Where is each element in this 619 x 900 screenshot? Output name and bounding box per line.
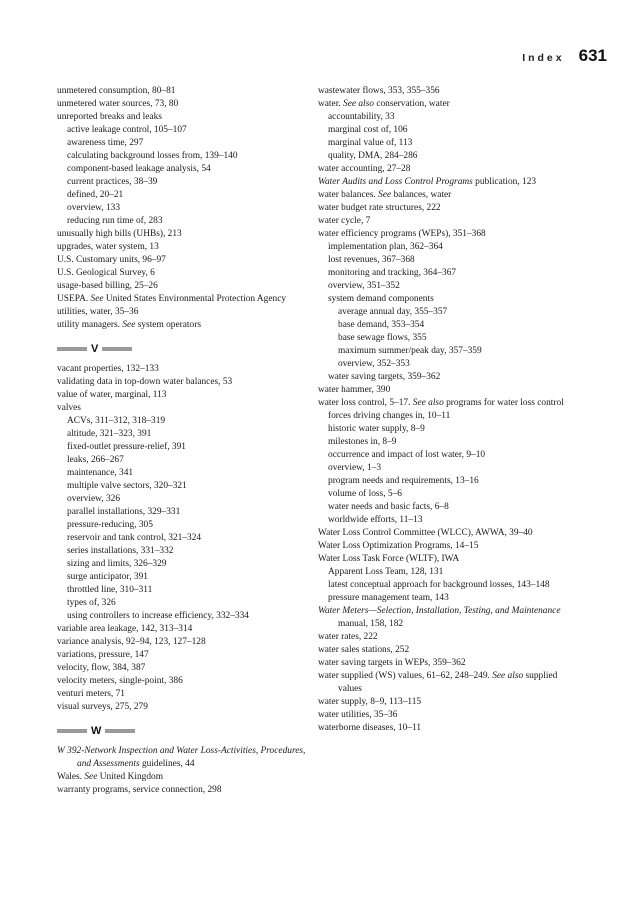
index-subentry: using controllers to increase efficiency, 332–334 <box>67 611 249 621</box>
index-entry: water. See also conservation, water <box>318 99 450 109</box>
index-column-right <box>318 85 580 735</box>
index-subentry: monitoring and tracking, 364–367 <box>328 268 457 278</box>
index-entry: Water Loss Optimization Programs, 14–15 <box>318 541 479 551</box>
index-subentry: marginal value of, 113 <box>328 138 413 148</box>
index-entry: validating data in top-down water balances, 53 <box>57 377 233 387</box>
index-entry: water rates, 222 <box>318 632 378 642</box>
section-letter-label: V <box>91 342 99 355</box>
index-subentry: system demand components <box>328 294 434 304</box>
index-subentry: leaks, 266–267 <box>67 455 124 465</box>
index-subentry: component-based leakage analysis, 54 <box>67 164 211 174</box>
section-rule <box>57 729 87 733</box>
index-entry: water efficiency programs (WEPs), 351–368 <box>318 229 486 239</box>
index-subentry: volume of loss, 5–6 <box>328 489 402 499</box>
index-subentry: types of, 326 <box>67 598 116 608</box>
index-subentry: awareness time, 297 <box>67 138 144 148</box>
index-column-left <box>57 85 319 797</box>
index-subentry: defined, 20–21 <box>67 190 124 200</box>
index-entry: upgrades, water system, 13 <box>57 242 159 252</box>
running-title: Index <box>522 52 565 64</box>
index-subentry: parallel installations, 329–331 <box>67 507 181 517</box>
index-entry: U.S. Geological Survey, 6 <box>57 268 155 278</box>
index-subentry: occurrence and impact of lost water, 9–10 <box>328 450 486 460</box>
index-subentry: calculating background losses from, 139–140 <box>67 151 238 161</box>
index-entry: visual surveys, 275, 279 <box>57 702 148 712</box>
index-entry: unmetered water sources, 73, 80 <box>57 99 179 109</box>
index-subentry: overview, 351–352 <box>328 281 400 291</box>
index-subentry: altitude, 321–323, 391 <box>67 429 152 439</box>
index-subentry: overview, 1–3 <box>328 463 382 473</box>
index-subentry: base demand, 353–354 <box>338 320 425 330</box>
index-subentry: lost revenues, 367–368 <box>328 255 415 265</box>
index-subentry: active leakage control, 105–107 <box>67 125 187 135</box>
index-subentry: fixed-outlet pressure-relief, 391 <box>67 442 186 452</box>
index-subentry: ACVs, 311–312, 318–319 <box>67 416 166 426</box>
index-entry: Wales. See United Kingdom <box>57 772 163 782</box>
index-subentry: surge anticipator, 391 <box>67 572 148 582</box>
index-entry: unusually high bills (UHBs), 213 <box>57 229 182 239</box>
index-subentry: multiple valve sectors, 320–321 <box>67 481 187 491</box>
index-subentry: latest conceptual approach for background losses, 143–148 <box>328 580 550 590</box>
index-entry: Water Loss Task Force (WLTF), IWA <box>318 554 460 564</box>
index-subentry: maintenance, 341 <box>67 468 134 478</box>
index-subentry: base sewage flows, 355 <box>338 333 427 343</box>
index-entry: water saving targets in WEPs, 359–362 <box>318 658 466 668</box>
index-entry: valves <box>57 403 81 413</box>
index-subentry: maximum summer/peak day, 357–359 <box>338 346 482 356</box>
index-entry: venturi meters, 71 <box>57 689 125 699</box>
index-subentry: throttled line, 310–311 <box>67 585 153 595</box>
index-entry: water sales stations, 252 <box>318 645 410 655</box>
section-letter-w <box>57 724 319 737</box>
index-entry: variable area leakage, 142, 313–314 <box>57 624 193 634</box>
index-subentry: current practices, 38–39 <box>67 177 158 187</box>
index-entry: water accounting, 27–28 <box>318 164 411 174</box>
index-entry: water supply, 8–9, 113–115 <box>318 697 422 707</box>
page-header <box>522 46 607 68</box>
index-subentry: worldwide efforts, 11–13 <box>328 515 423 525</box>
index-entry: utility managers. See system operators <box>57 320 201 330</box>
index-subentry: reservoir and tank control, 321–324 <box>67 533 202 543</box>
section-rule <box>105 729 135 733</box>
index-subentry: implementation plan, 362–364 <box>328 242 443 252</box>
index-entry: water loss control, 5–17. See also programs for water loss control <box>318 398 564 408</box>
index-subentry: marginal cost of, 106 <box>328 125 408 135</box>
index-entry: velocity meters, single-point, 386 <box>57 676 183 686</box>
section-rule <box>102 347 132 351</box>
index-subentry: water saving targets, 359–362 <box>328 372 441 382</box>
index-entry: utilities, water, 35–36 <box>57 307 139 317</box>
section-rule <box>57 347 87 351</box>
index-subentry: water needs and basic facts, 6–8 <box>328 502 449 512</box>
index-entry: warranty programs, service connection, 298 <box>57 785 222 795</box>
index-subentry: reducing run time of, 283 <box>67 216 163 226</box>
index-entry: water cycle, 7 <box>318 216 371 226</box>
index-subentry: series installations, 331–332 <box>67 546 174 556</box>
index-subentry: accountability, 33 <box>328 112 395 122</box>
index-entry: W 392-Network Inspection and Water Loss-Activities, Procedures, and Assessments guidelines, 44 <box>57 746 306 769</box>
index-entry: USEPA. See United States Environmental Protection Agency <box>57 294 287 304</box>
index-entry: U.S. Customary units, 96–97 <box>57 255 166 265</box>
index-subentry: milestones in, 8–9 <box>328 437 397 447</box>
index-entry: variations, pressure, 147 <box>57 650 149 660</box>
index-entry: water supplied (WS) values, 61–62, 248–249. See also supplied values <box>318 671 558 694</box>
index-entry: velocity, flow, 384, 387 <box>57 663 146 673</box>
index-entry: unreported breaks and leaks <box>57 112 162 122</box>
index-entry: unmetered consumption, 80–81 <box>57 86 176 96</box>
index-entry: waterborne diseases, 10–11 <box>318 723 422 733</box>
section-letter-v <box>57 342 319 355</box>
index-entry: wastewater flows, 353, 355–356 <box>318 86 440 96</box>
index-entry: Water Loss Control Committee (WLCC), AWWA, 39–40 <box>318 528 533 538</box>
index-subentry: overview, 326 <box>67 494 121 504</box>
index-subentry: quality, DMA, 284–286 <box>328 151 418 161</box>
index-entry: water balances. See balances, water <box>318 190 452 200</box>
index-subentry: forces driving changes in, 10–11 <box>328 411 451 421</box>
index-entry: water hammer, 390 <box>318 385 391 395</box>
index-entry: water utilities, 35–36 <box>318 710 398 720</box>
index-entry: Water Audits and Loss Control Programs publication, 123 <box>318 177 537 187</box>
index-subentry: average annual day, 355–357 <box>338 307 448 317</box>
index-subentry: pressure management team, 143 <box>328 593 449 603</box>
index-entry: value of water, marginal, 113 <box>57 390 167 400</box>
index-subentry: overview, 133 <box>67 203 121 213</box>
index-entry: vacant properties, 132–133 <box>57 364 159 374</box>
section-letter-label: W <box>91 724 102 737</box>
index-entry: water budget rate structures, 222 <box>318 203 441 213</box>
index-entry: variance analysis, 92–94, 123, 127–128 <box>57 637 206 647</box>
index-entry: Water Meters—Selection, Installation, Testing, and Maintenance manual, 158, 182 <box>318 606 561 629</box>
index-subentry: program needs and requirements, 13–16 <box>328 476 479 486</box>
index-subentry: overview, 352–353 <box>338 359 410 369</box>
page-number: 631 <box>578 46 607 65</box>
index-subentry: historic water supply, 8–9 <box>328 424 425 434</box>
index-entry: usage-based billing, 25–26 <box>57 281 158 291</box>
index-subentry: sizing and limits, 326–329 <box>67 559 167 569</box>
index-subentry: Apparent Loss Team, 128, 131 <box>328 567 444 577</box>
index-subentry: pressure-reducing, 305 <box>67 520 153 530</box>
